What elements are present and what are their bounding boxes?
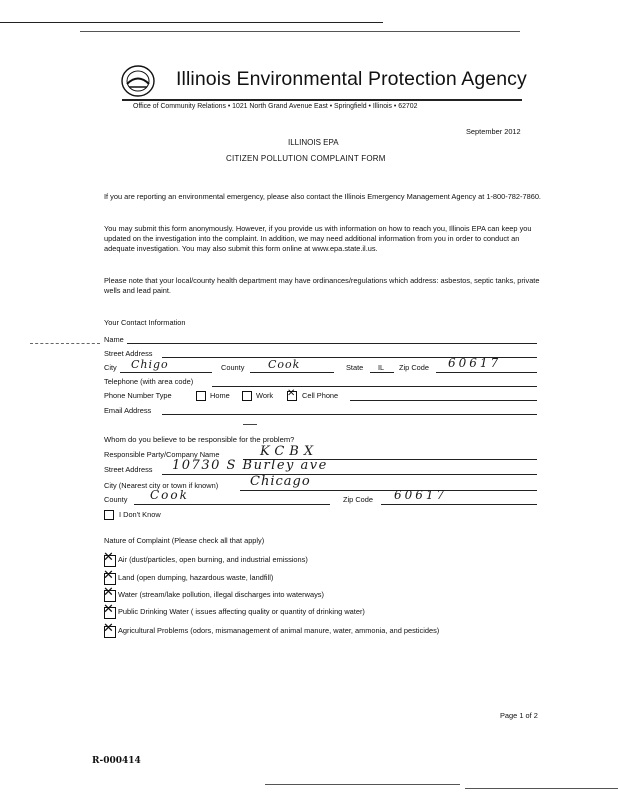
header-rule (122, 99, 522, 101)
contact-heading: Your Contact Information (104, 318, 186, 327)
work-label: Work (256, 391, 274, 400)
form-title-agency: ILLINOIS EPA (288, 138, 339, 147)
responsible-city-label: City (Nearest city or town if known) (104, 481, 219, 490)
state-value: IL (378, 363, 385, 372)
nature-water-label: Water (stream/lake pollution, illegal discharges into waterways) (118, 590, 324, 599)
form-title: CITIZEN POLLUTION COMPLAINT FORM (226, 154, 386, 163)
intro-anonymous: You may submit this form anonymously. However, if you provide us with information on how to reach you, Illinois EPA can keep you updated on the investigation into the complaint. In addition, we may need additional information from you in order to conduct an adequate investigation. You may also submit this form online at www.epa.state.il.us. (104, 224, 532, 253)
city-label: City (104, 363, 117, 372)
scan-artifact-line (30, 343, 100, 344)
nature-heading: Nature of Complaint (Please check all that apply) (104, 536, 265, 545)
scan-artifact-line (0, 22, 383, 23)
city-field[interactable] (120, 372, 212, 373)
scan-artifact-line (465, 788, 618, 789)
agency-seal (120, 64, 156, 98)
name-field[interactable] (127, 343, 537, 344)
state-label: State (346, 363, 364, 372)
air-checkbox[interactable] (103, 550, 116, 567)
nature-agricultural-label: Agricultural Problems (odors, mismanagement of animal manure, water, ammonia, and pesticides) (118, 626, 440, 635)
form-date: September 2012 (466, 127, 521, 136)
responsible-zip-label: Zip Code (343, 495, 373, 504)
cell-phone-label: Cell Phone (302, 391, 339, 400)
name-label: Name (104, 335, 124, 344)
scan-artifact-line (80, 31, 520, 32)
checkmark-x-icon: ✕ (103, 550, 114, 565)
responsible-city-field[interactable] (240, 490, 537, 491)
checkmark-x-icon: ✕ (103, 621, 114, 636)
city-value: Chigo (131, 358, 169, 371)
water-checkbox[interactable] (103, 585, 116, 602)
nature-air-label: Air (dust/particles, open burning, and industrial emissions) (118, 555, 308, 564)
agricultural-checkbox[interactable] (103, 621, 116, 638)
zip-field[interactable] (436, 372, 537, 373)
checkmark-x-icon: ✕ (103, 568, 114, 583)
phone-type-label: Phone Number Type (104, 391, 172, 400)
bates-number: R-000414 (92, 756, 141, 766)
checkmark-x-icon: ✕ (103, 602, 114, 617)
intro-emergency: If you are reporting an environmental emergency, please also contact the Illinois Emergency Management Agency at 1-800-782-7860. (104, 192, 541, 201)
responsible-county-field[interactable] (134, 504, 330, 505)
email-label: Email Address (104, 406, 152, 415)
work-checkbox[interactable] (242, 391, 252, 401)
responsible-zip-value: 60617 (394, 488, 448, 502)
county-label: County (221, 363, 245, 372)
checkmark-x-icon: ✕ (103, 585, 114, 600)
scan-artifact-line (243, 424, 257, 425)
telephone-label: Telephone (with area code) (104, 377, 194, 386)
responsible-zip-field[interactable] (381, 504, 537, 505)
responsible-party-label: Responsible Party/Company Name (104, 450, 220, 459)
page-number: Page 1 of 2 (500, 711, 538, 720)
checkmark-x-icon: ✕ (287, 388, 296, 399)
responsible-city-value: Chicago (250, 474, 311, 489)
responsible-street-value: 10730 S Burley ave (172, 458, 328, 473)
agency-address: Office of Community Relations • 1021 North Grand Avenue East • Springfield • Illinois • 62702 (133, 103, 418, 110)
cell-phone-checkbox[interactable] (287, 388, 297, 401)
land-checkbox[interactable] (103, 568, 116, 585)
county-value: Cook (268, 358, 301, 371)
agency-name: Illinois Environmental Protection Agency (176, 68, 527, 90)
responsible-heading: Whom do you believe to be responsible for the problem? (104, 435, 295, 444)
zip-value: 60617 (448, 356, 502, 370)
dont-know-checkbox[interactable] (104, 510, 114, 520)
scan-artifact-line (265, 784, 460, 785)
home-label: Home (210, 391, 230, 400)
nature-drinking-water-label: Public Drinking Water ( issues affecting quality or quantity of drinking water) (118, 607, 365, 616)
responsible-street-label: Street Address (104, 465, 153, 474)
county-field[interactable] (250, 372, 334, 373)
drinking-water-checkbox[interactable] (103, 602, 116, 619)
responsible-street-field[interactable] (162, 474, 537, 475)
nature-land-label: Land (open dumping, hazardous waste, landfill) (118, 573, 274, 582)
telephone-field[interactable] (212, 386, 537, 387)
state-field[interactable] (370, 372, 394, 373)
responsible-party-value: KCBX (260, 444, 319, 459)
street-address-label: Street Address (104, 349, 153, 358)
zip-label: Zip Code (399, 363, 429, 372)
responsible-county-label: County (104, 495, 128, 504)
home-checkbox[interactable] (196, 391, 206, 401)
phone-type-field (350, 400, 537, 401)
intro-health-dept: Please note that your local/county health department may have ordinances/regulations which address: asbestos, septic tanks, private wells and lead paint. (104, 276, 540, 295)
responsible-county-value: Cook (150, 488, 189, 502)
dont-know-label: I Don't Know (119, 510, 161, 519)
email-field[interactable] (162, 414, 537, 415)
